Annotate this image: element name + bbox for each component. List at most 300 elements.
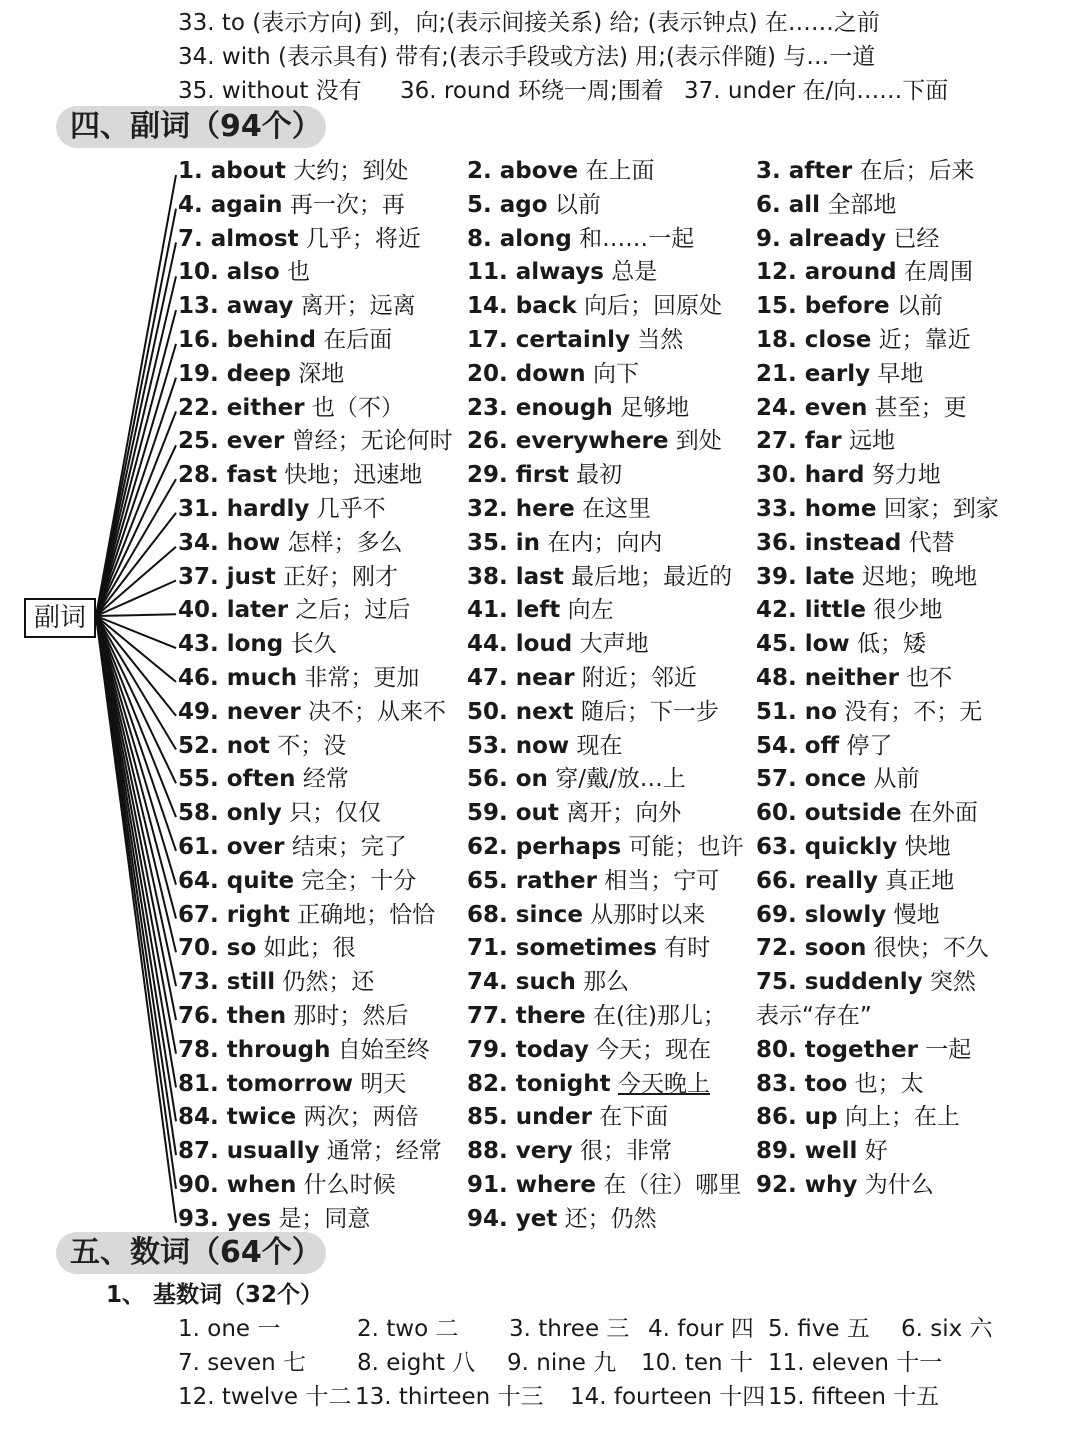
adverb-meaning: 曾经；无论何时: [291, 428, 453, 455]
adverb-meaning: 从那时以来: [590, 901, 706, 928]
adverb-entry: [467, 729, 623, 763]
adverb-entry: [756, 898, 940, 932]
adverb-entry: [178, 1134, 442, 1168]
adverb-meaning: 很少地: [873, 597, 943, 624]
adverb-word: 14. back: [467, 293, 577, 320]
adverb-entry: [756, 965, 976, 999]
adverb-entry: [467, 627, 649, 661]
adverb-meaning: 在上面: [585, 158, 655, 184]
fan-line: [96, 344, 176, 616]
adverb-entry: [756, 864, 954, 898]
cardinal-entry: 8. eight 八: [357, 1350, 476, 1376]
fan-line: [96, 310, 176, 616]
adverb-word: 58. only: [178, 800, 282, 827]
adverb-word: 41. left: [467, 597, 561, 624]
adverb-entry: [756, 762, 919, 796]
cardinal-entry: 7. seven 七: [178, 1350, 307, 1376]
adverb-row: [176, 289, 1056, 323]
adverb-entry: [178, 458, 422, 492]
adverb-word: 79. today: [467, 1036, 589, 1063]
adverb-entry: [756, 830, 951, 864]
adverb-entry: [756, 458, 941, 492]
adverb-entry: [178, 965, 374, 999]
adverb-meaning: 几乎不: [316, 496, 386, 522]
adverb-entry: [178, 424, 453, 458]
adverb-entry: [467, 965, 629, 999]
adverb-meaning: 在外面: [908, 800, 978, 827]
adverb-entry: [756, 729, 893, 763]
adverb-entry: [467, 931, 710, 965]
cardinal-entry: 9. nine 九: [507, 1350, 617, 1376]
adverb-word: 36. instead: [756, 529, 902, 556]
adverb-meaning: 深地: [298, 360, 345, 387]
adverb-entry: [756, 999, 872, 1033]
adverb-entry: [178, 526, 403, 560]
adverb-row: [176, 424, 1056, 458]
adverb-entry: [467, 154, 654, 188]
adverb-word: 13. away: [178, 293, 294, 320]
adverb-row: [176, 627, 1056, 661]
adverb-word: 24. even: [756, 394, 868, 421]
adverb-word: 87. usually: [178, 1138, 320, 1165]
adverb-entry: [756, 695, 982, 729]
adverb-entry: [756, 1067, 924, 1101]
adverb-entry: [756, 154, 975, 188]
adverb-meaning: 仍然；还: [282, 969, 375, 996]
adverb-meaning: 甚至；更: [874, 394, 967, 421]
adverb-word: 89. well: [756, 1138, 858, 1165]
adverb-entry: [467, 424, 722, 458]
adverb-word: 9. already: [756, 225, 887, 252]
adverb-entry: [467, 492, 651, 526]
adverb-row: [176, 323, 1056, 357]
adverb-entry: [467, 762, 686, 796]
adverb-entry: [467, 661, 697, 695]
adverb-meaning: 是；同意: [278, 1205, 371, 1232]
adverb-word: 19. deep: [178, 360, 291, 387]
prep-line-37: 37. under 在/向……下面: [684, 78, 949, 104]
adverb-entry: [467, 323, 683, 357]
adverb-meaning: 再一次；再: [289, 191, 405, 218]
adverb-meaning: 附近；邻近: [581, 665, 697, 691]
adverb-meaning: 努力地: [871, 462, 941, 489]
adverb-meaning: 早地: [877, 360, 924, 387]
adverb-meaning: 总是: [611, 259, 658, 286]
adverb-word: 63. quickly: [756, 834, 898, 860]
adverb-word: 69. slowly: [756, 901, 887, 928]
adverb-meaning: 几乎；将近: [305, 225, 421, 252]
adverb-meaning: 在（往）哪里: [603, 1172, 742, 1198]
adverb-word: 74. such: [467, 969, 576, 996]
adverb-meaning: 在下面: [599, 1104, 669, 1131]
adverb-row: [176, 729, 1056, 763]
adverb-meaning: 足够地: [620, 394, 690, 421]
adverb-entry: [178, 1202, 370, 1236]
adverb-word: 56. on: [467, 766, 548, 793]
adverb-word: 51. no: [756, 698, 837, 725]
adverb-entry: [178, 1168, 396, 1202]
adverb-word: 30. hard: [756, 462, 865, 489]
adverb-meaning: 相当；宁可: [604, 867, 720, 894]
adverb-entry: [467, 222, 694, 256]
adverb-entry: [178, 627, 337, 661]
adverb-entry: [756, 627, 926, 661]
adverb-word: 84. twice: [178, 1104, 297, 1131]
adverb-meaning: 长久: [290, 631, 337, 658]
adverb-word: 46. much: [178, 665, 298, 691]
adverb-word: 43. long: [178, 631, 284, 658]
adverb-row: [176, 898, 1056, 932]
adverb-meaning: 最后地；最近的: [571, 563, 733, 590]
adverb-entry: [467, 864, 719, 898]
adverb-row: [176, 222, 1056, 256]
cardinal-entry: 10. ten 十: [641, 1350, 753, 1376]
adverb-entry: [467, 1202, 657, 1236]
adverb-entry: [756, 931, 989, 965]
adverb-word: 90. when: [178, 1172, 297, 1198]
fan-line: [96, 616, 176, 1223]
adverb-entry: [467, 391, 689, 425]
prep-line-34: 34. with (表示具有) 带有;(表示手段或方法) 用;(表示伴随) 与…一道: [178, 44, 876, 70]
adverb-meaning: 停了: [846, 732, 893, 759]
adverb-word: 67. right: [178, 901, 290, 928]
adverb-meaning: 两次；两倍: [303, 1104, 419, 1131]
adverb-row: [176, 1134, 1056, 1168]
adverb-word: 61. over: [178, 834, 285, 860]
adverb-word: 85. under: [467, 1104, 592, 1131]
adverb-meaning: 已经: [893, 225, 940, 252]
adverb-entry: [756, 323, 971, 357]
adverb-entry: [178, 661, 419, 695]
adverb-word: 6. all: [756, 191, 821, 218]
adverb-entry: [756, 526, 955, 560]
adverb-word: 83. too: [756, 1070, 848, 1097]
adverb-word: 77. there: [467, 1003, 586, 1029]
cardinal-entry: 15. fifteen 十五: [768, 1384, 940, 1410]
adverb-word: 52. not: [178, 732, 270, 759]
adverb-word: 39. late: [756, 563, 855, 590]
adverb-entry: [178, 796, 381, 830]
cardinal-entry: 12. twelve 十二: [178, 1384, 352, 1410]
adverb-word: 76. then: [178, 1003, 287, 1029]
adverb-meaning: 在后面: [323, 327, 393, 353]
adverb-meaning: 那么: [583, 969, 630, 996]
adverb-meaning: 代替: [908, 529, 955, 556]
adverb-word: 62. perhaps: [467, 834, 622, 860]
adverb-meaning: 也不: [906, 665, 953, 691]
adverb-word: 21. early: [756, 360, 871, 387]
adverb-entry: [756, 222, 939, 256]
fan-line: [96, 243, 176, 617]
adverb-word: 27. far: [756, 428, 842, 455]
adverb-word: 71. sometimes: [467, 935, 657, 962]
adverb-meaning: 通常；经常: [326, 1138, 442, 1165]
adverb-word: 20. down: [467, 360, 586, 387]
adverb-meaning: 有时: [664, 935, 711, 962]
adverb-word: 34. how: [178, 529, 281, 556]
adverb-meaning: 也: [286, 259, 310, 286]
section-title-numerals: 五、数词（64个）: [56, 1232, 326, 1274]
adverb-meaning: 经常: [302, 766, 349, 793]
adverb-meaning: 今天；现在: [596, 1036, 712, 1063]
adverb-word: 82. tonight: [467, 1070, 611, 1097]
adverb-meaning: 非常；更加: [304, 665, 420, 691]
adverb-word: 35. in: [467, 529, 541, 556]
adverb-entry: [756, 593, 942, 627]
adverb-meaning: 还；仍然: [564, 1205, 657, 1232]
cardinal-row: [0, 1380, 1080, 1414]
adverb-word: 72. soon: [756, 935, 867, 962]
adverb-entry: [756, 424, 895, 458]
adverb-word: 26. everywhere: [467, 428, 669, 455]
adverb-entry: [178, 830, 407, 864]
adverb-meaning: 离开；远离: [300, 293, 416, 320]
adverb-meaning: 突然: [929, 969, 976, 996]
adverb-entry: [467, 1134, 672, 1168]
adverb-entry: [467, 830, 744, 864]
adverb-row: [176, 965, 1056, 999]
adverb-meaning: 也（不）: [311, 394, 404, 421]
adverb-word: 94. yet: [467, 1205, 558, 1232]
adverb-entry: [178, 999, 408, 1033]
adverb-word: 59. out: [467, 800, 559, 827]
adverb-entry: [178, 729, 346, 763]
adverb-entry: [178, 188, 405, 222]
adverb-entry: [756, 357, 923, 391]
adverb-meaning: 如此；很: [263, 935, 356, 962]
adverb-entry: [467, 796, 681, 830]
adverb-entry: [467, 188, 601, 222]
adverb-meaning: 向下: [592, 360, 639, 387]
adverb-row: [176, 560, 1056, 594]
adverb-meaning: 以前: [896, 293, 943, 320]
adverb-row: [176, 188, 1056, 222]
adverb-word: 16. behind: [178, 327, 316, 353]
adverb-row: [176, 526, 1056, 560]
adverb-row: [176, 864, 1056, 898]
adverb-entry: [756, 188, 896, 222]
adverb-meaning: 到处: [675, 428, 722, 455]
adverb-entry: [756, 560, 977, 594]
adverb-word: 92. why: [756, 1172, 858, 1198]
adverb-meaning: 迟地；晚地: [862, 563, 978, 590]
adverb-meaning: 也；太: [854, 1070, 924, 1097]
adverb-entry: [178, 289, 416, 323]
adverb-entry: [756, 492, 999, 526]
adverb-entry: [467, 289, 722, 323]
adverb-word: 65. rather: [467, 867, 597, 894]
cardinal-row: [0, 1312, 1080, 1346]
cardinal-row: [0, 1346, 1080, 1380]
adverb-meaning: 表示“存在”: [756, 1003, 872, 1029]
adverb-row: [176, 999, 1056, 1033]
adverb-entry: [467, 255, 657, 289]
adverb-word: 68. since: [467, 901, 583, 928]
adverb-row: [176, 1033, 1056, 1067]
adverb-word: 2. above: [467, 158, 579, 184]
adverb-row: [176, 1067, 1056, 1101]
adverb-meaning: 离开；向外: [566, 800, 682, 827]
adverb-meaning: 结束；完了: [291, 834, 407, 860]
adverb-word: 25. ever: [178, 428, 285, 455]
adverb-word: 73. still: [178, 969, 276, 996]
adverb-row: [176, 593, 1056, 627]
adverb-word: 53. now: [467, 732, 570, 759]
adverb-meaning: 当然: [637, 327, 684, 353]
adverb-word: 33. home: [756, 496, 877, 522]
adverb-meaning: 决不；从来不: [307, 698, 446, 725]
adverb-meaning: 正好；刚才: [283, 563, 399, 590]
adverb-entry: [178, 1067, 406, 1101]
adverb-word: 23. enough: [467, 394, 613, 421]
prep-line-33: 33. to (表示方向) 到，向;(表示间接关系) 给; (表示钟点) 在……之前: [178, 10, 880, 36]
adverb-entry: [467, 1100, 668, 1134]
adverb-word: 45. low: [756, 631, 850, 658]
adverb-word: 8. along: [467, 225, 572, 252]
adverb-meaning: 怎样；多么: [287, 529, 403, 556]
adverb-meaning: 慢地: [893, 901, 940, 928]
adverb-row: [176, 1202, 1056, 1236]
cardinal-entry: 3. three 三: [509, 1316, 630, 1342]
adverb-row: [176, 830, 1056, 864]
adverb-entry: [178, 357, 344, 391]
fan-line: [96, 616, 176, 885]
adverb-word: 28. fast: [178, 462, 277, 489]
adverb-word: 38. last: [467, 563, 564, 590]
adverb-meaning: 可能；也许: [628, 834, 744, 860]
adverb-meaning: 那时；然后: [293, 1003, 409, 1029]
cardinal-entry: 11. eleven 十一: [768, 1350, 943, 1376]
prep-line-36: 36. round 环绕一周;围着: [400, 78, 664, 104]
adverb-meaning: 向后；回原处: [583, 293, 722, 320]
adverb-meaning: 完全；十分: [301, 867, 417, 894]
adverb-entry: [467, 560, 732, 594]
cardinal-entry: 6. six 六: [901, 1316, 993, 1342]
adverb-meaning: 以前: [554, 191, 601, 218]
adverb-meaning: 大约；到处: [293, 158, 409, 184]
adverb-word: 57. once: [756, 766, 867, 793]
adverb-entry: [756, 1033, 971, 1067]
adverb-entry: [467, 357, 639, 391]
adverb-word: 5. ago: [467, 191, 548, 218]
cardinal-entry: 14. fourteen 十四: [570, 1384, 766, 1410]
fan-line: [96, 445, 176, 616]
adverb-meaning: 远地: [848, 428, 895, 455]
adverb-meaning: 和……一起: [579, 225, 695, 252]
adverb-meaning: 现在: [576, 732, 623, 759]
adverb-word: 7. almost: [178, 225, 299, 252]
adverb-meaning: 向上；在上: [844, 1104, 960, 1131]
adverb-meaning: 今天晚上: [617, 1070, 710, 1097]
adverb-entry: [756, 1168, 934, 1202]
adverb-entry: [756, 661, 952, 695]
adverb-word: 17. certainly: [467, 327, 630, 353]
adverb-word: 55. often: [178, 766, 296, 793]
adverb-entry: [178, 762, 349, 796]
adverb-entry: [756, 796, 978, 830]
adverb-row: [176, 796, 1056, 830]
adverb-meaning: 没有；不；无: [844, 698, 983, 725]
adverb-word: 10. also: [178, 259, 280, 286]
adverb-meaning: 大声地: [579, 631, 649, 658]
adverb-word: 11. always: [467, 259, 604, 286]
adverb-row: [176, 492, 1056, 526]
adverb-meaning: 在这里: [581, 496, 651, 522]
adverb-word: 88. very: [467, 1138, 573, 1165]
adverb-meaning: 随后；下一步: [580, 698, 719, 725]
adverb-word: 18. close: [756, 327, 872, 353]
adverb-meaning: 在内；向内: [547, 529, 663, 556]
adverb-entry: [467, 999, 726, 1033]
adverb-entry: [756, 391, 967, 425]
adverb-row: [176, 1168, 1056, 1202]
adverb-meaning: 自始至终: [337, 1036, 430, 1063]
adverb-entry: [178, 154, 408, 188]
cardinal-entry: 5. five 五: [768, 1316, 870, 1342]
adverb-word: 54. off: [756, 732, 840, 759]
adverb-entry: [756, 289, 943, 323]
adverb-meaning: 最初: [576, 462, 623, 489]
adverb-word: 93. yes: [178, 1205, 272, 1232]
adverb-word: 31. hardly: [178, 496, 310, 522]
adverb-word: 50. next: [467, 698, 574, 725]
adverb-meaning: 真正地: [885, 867, 955, 894]
adverb-entry: [756, 255, 973, 289]
adverb-entry: [178, 695, 446, 729]
adverb-row: [176, 458, 1056, 492]
adverb-entry: [467, 526, 662, 560]
adverb-word: 29. first: [467, 462, 569, 489]
adverb-word: 81. tomorrow: [178, 1070, 354, 1097]
adverb-meaning: 很；非常: [580, 1138, 672, 1165]
adverb-entry: [178, 255, 310, 289]
fan-line: [96, 614, 176, 616]
adverb-word: 48. neither: [756, 665, 899, 691]
adverb-meaning: 什么时候: [303, 1172, 396, 1198]
adverb-entry: [178, 391, 404, 425]
adverb-row: [176, 154, 1056, 188]
adverb-word: 4. again: [178, 191, 283, 218]
adverb-meaning: 正确地；恰恰: [297, 901, 436, 928]
adverb-entry: [467, 695, 719, 729]
adverb-meaning: 为什么: [864, 1172, 934, 1198]
adverb-entry: [178, 1100, 418, 1134]
adverb-meaning: 穿/戴/放…上: [555, 766, 686, 793]
adverb-word: 40. later: [178, 597, 289, 624]
adverb-meaning: 之后；过后: [295, 597, 411, 624]
adverb-meaning: 近；靠近: [878, 327, 971, 353]
adverb-row: [176, 695, 1056, 729]
adverb-word: 37. just: [178, 563, 276, 590]
adverb-meaning: 好: [864, 1138, 888, 1165]
adverb-word: 15. before: [756, 293, 890, 320]
adverb-meaning: 快地: [904, 834, 951, 860]
adverb-entry: [178, 323, 392, 357]
adverb-entry: [178, 492, 386, 526]
prep-line-35: 35. without 没有: [178, 78, 362, 104]
adverb-entry: [756, 1134, 888, 1168]
adverb-row: [176, 931, 1056, 965]
adverb-entry: [467, 1067, 710, 1101]
cardinal-entry: 4. four 四: [648, 1316, 754, 1342]
adverb-entry: [178, 864, 416, 898]
adverb-meaning: 很快；不久: [873, 935, 989, 962]
adverb-meaning: 一起: [925, 1036, 972, 1063]
adverb-meaning: 快地；迅速地: [284, 462, 423, 489]
adverb-word: 91. where: [467, 1172, 596, 1198]
cardinal-subtitle: 1、 基数词（32个）: [106, 1282, 324, 1308]
adverb-meaning: 在(往)那儿；: [592, 1003, 726, 1029]
